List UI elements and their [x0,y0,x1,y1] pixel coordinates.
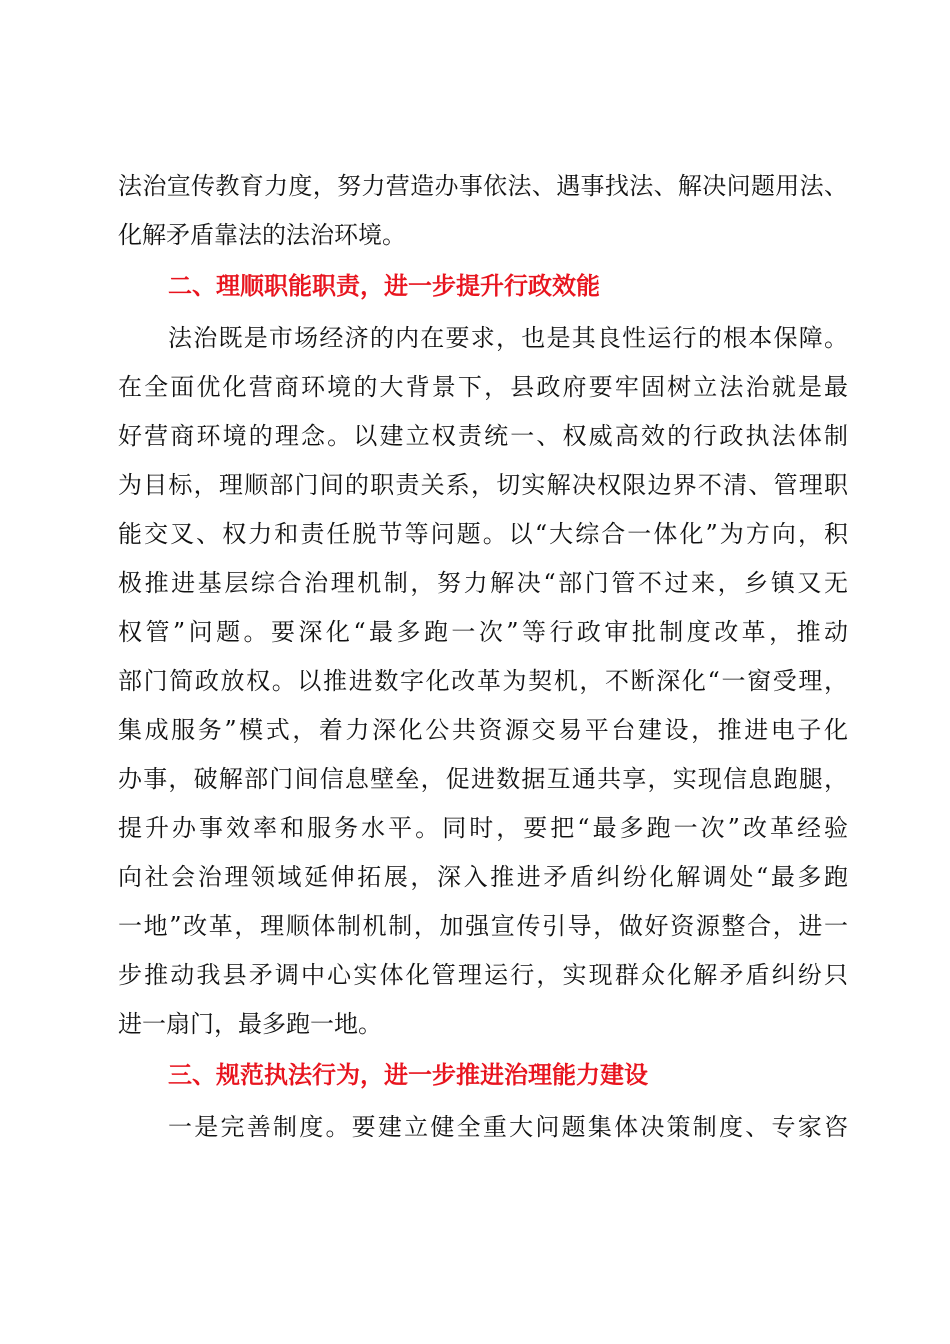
section-heading-2: 二、理顺职能职责，进一步提升行政效能 [168,272,600,300]
paragraph-line: 一地”改革，理顺体制机制，加强宣传引导，做好资源整合，进一 [118,912,848,940]
paragraph-line: 办事，破解部门间信息壁垒，促进数据互通共享，实现信息跑腿， [118,765,848,793]
paragraph-line: 法治宣传教育力度，努力营造办事依法、遇事找法、解决问题用法、 [118,172,848,200]
paragraph-line: 法治既是市场经济的内在要求，也是其良性运行的根本保障。 [168,324,848,352]
paragraph-line: 化解矛盾靠法的法治环境。 [118,221,406,249]
paragraph-line: 极推进基层综合治理机制，努力解决“部门管不过来，乡镇又无 [118,569,848,597]
paragraph-line: 为目标，理顺部门间的职责关系，切实解决权限边界不清、管理职 [118,471,848,499]
paragraph-line: 好营商环境的理念。以建立权责统一、权威高效的行政执法体制 [118,422,848,450]
paragraph-line: 集成服务”模式，着力深化公共资源交易平台建设，推进电子化 [118,716,848,744]
paragraph-line: 步推动我县矛调中心实体化管理运行，实现群众化解矛盾纠纷只 [118,961,848,989]
paragraph-line: 进一扇门，最多跑一地。 [118,1010,382,1038]
paragraph-line: 一是完善制度。要建立健全重大问题集体决策制度、专家咨 [168,1113,848,1141]
paragraph-line: 能交叉、权力和责任脱节等问题。以“大综合一体化”为方向，积 [118,520,848,548]
paragraph-line: 向社会治理领域延伸拓展，深入推进矛盾纠纷化解调处“最多跑 [118,863,848,891]
paragraph-line: 部门简政放权。以推进数字化改革为契机，不断深化“一窗受理， [118,667,848,695]
paragraph-line: 提升办事效率和服务水平。同时，要把“最多跑一次”改革经验 [118,814,848,842]
paragraph-line: 在全面优化营商环境的大背景下，县政府要牢固树立法治就是最 [118,373,848,401]
paragraph-line: 权管”问题。要深化“最多跑一次”等行政审批制度改革，推动 [118,618,848,646]
section-heading-3: 三、规范执法行为，进一步推进治理能力建设 [168,1061,648,1089]
